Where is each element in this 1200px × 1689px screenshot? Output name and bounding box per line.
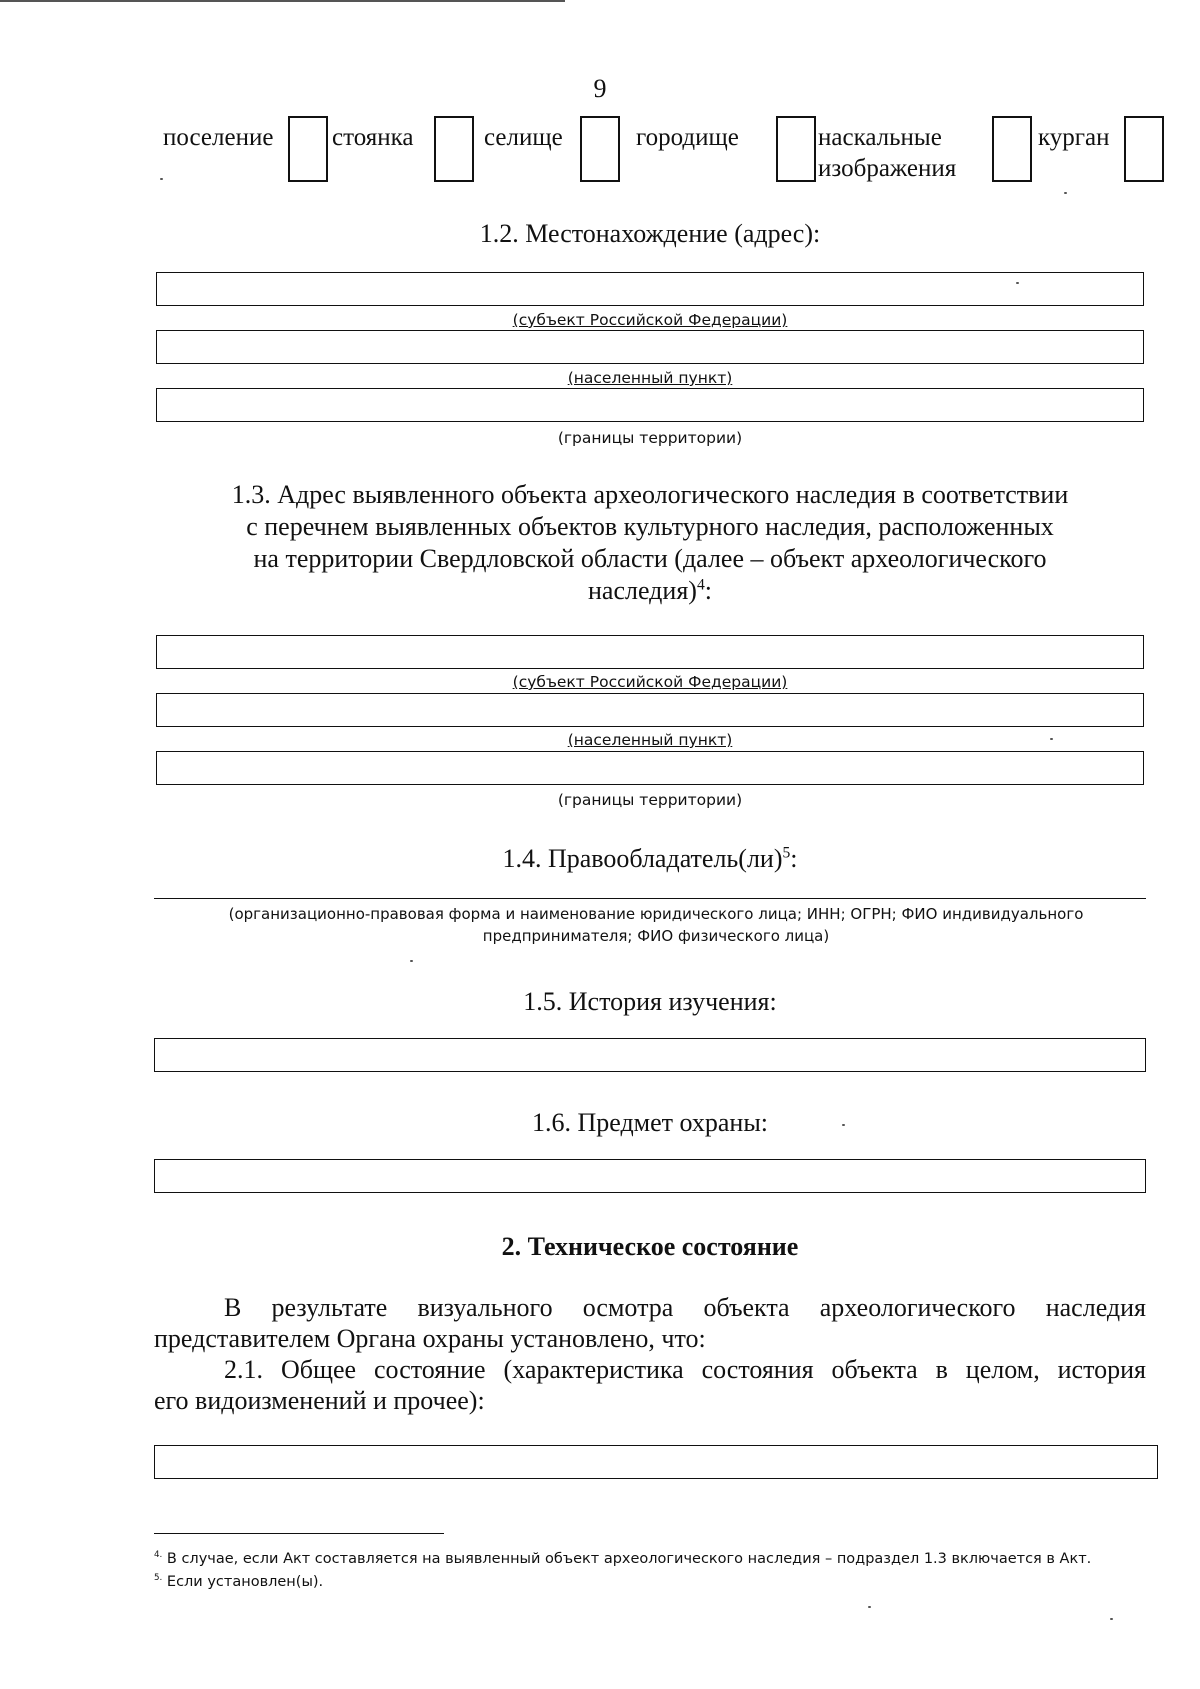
caption-identified-settlement [156, 729, 1144, 751]
section-1-3-heading-line-2: с перечнем выявленных объектов культурного наследия, расположенных [246, 512, 1054, 541]
section-1-3-heading-suffix: : [704, 576, 712, 605]
footnote-5 [154, 1571, 323, 1593]
location-settlement-field[interactable] [156, 330, 1144, 364]
caption-settlement [156, 367, 1144, 389]
caption-identified-settlement-text: (населенный пункт) [567, 731, 733, 749]
section-1-3-heading-line-4-text: наследия) [588, 576, 697, 605]
section-1-2-heading: 1.2. Местонахождение (адрес): [479, 219, 821, 248]
checkbox-village[interactable] [580, 116, 620, 182]
section-1-4-heading-suffix: : [790, 844, 798, 873]
scan-speck [1050, 738, 1053, 740]
scan-speck [1016, 282, 1019, 284]
identified-boundaries-field[interactable] [156, 751, 1144, 785]
section-1-4-heading [150, 843, 1150, 875]
checkbox-settlement[interactable] [288, 116, 328, 182]
caption-identified-subject [156, 671, 1144, 693]
scan-speck [1110, 1618, 1113, 1620]
footnote-5-mark: 5. [154, 1573, 163, 1584]
footnote-ref-4: 4 [696, 576, 705, 594]
object-type-row [0, 116, 1200, 196]
footnote-separator [154, 1533, 444, 1534]
location-subject-field[interactable] [156, 272, 1144, 306]
scan-edge-line [0, 0, 565, 2]
owner-input-line[interactable] [154, 898, 1146, 899]
type-label-hillfort: городище [636, 124, 739, 151]
section-2-heading: 2. Техническое состояние [501, 1232, 799, 1261]
type-label-rock-art: наскальные изображения [818, 124, 957, 182]
section-1-3-heading-line-4 [150, 575, 1150, 607]
caption-identified-subject-text: (субъект Российской Федерации) [512, 673, 788, 691]
caption-identified-boundaries: (границы территории) [557, 791, 743, 809]
section-1-3-heading-line-3: на территории Свердловской области (далее – объект археологического [253, 544, 1047, 573]
caption-boundaries: (границы территории) [557, 429, 743, 447]
caption-subject-federation [156, 309, 1144, 331]
owner-caption-line-1: (организационно-правовая форма и наименование юридического лица; ИНН; ОГРН; ФИО индивидуального [228, 905, 1084, 923]
section-1-5-heading: 1.5. История изучения: [523, 987, 777, 1016]
section-1-3-heading [150, 479, 1150, 607]
checkbox-rock-art[interactable] [992, 116, 1032, 182]
footnote-5-text: Если установлен(ы). [166, 1574, 324, 1590]
location-boundaries-field[interactable] [156, 388, 1144, 422]
intro-line-2: представителем Органа охраны установлено, что: [154, 1324, 706, 1353]
caption-settlement-text: (населенный пункт) [567, 369, 733, 387]
study-history-field[interactable] [154, 1038, 1146, 1072]
scan-speck [1064, 192, 1067, 194]
checkbox-hillfort[interactable] [776, 116, 816, 182]
checkbox-kurgan[interactable] [1124, 116, 1164, 182]
owner-caption [176, 903, 1136, 947]
footnote-4 [154, 1548, 1091, 1570]
identified-subject-field[interactable] [156, 635, 1144, 669]
protection-subject-field[interactable] [154, 1159, 1146, 1193]
scan-speck [842, 1124, 845, 1126]
type-label-settlement: поселение [163, 124, 274, 151]
footnote-ref-5: 5 [782, 844, 791, 862]
scan-speck [160, 178, 163, 180]
intro-line-1: В результате визуального осмотра объекта археологического наследия [224, 1293, 1146, 1322]
owner-caption-line-2: предпринимателя; ФИО физического лица) [482, 927, 830, 945]
type-label-kurgan: курган [1038, 124, 1110, 151]
checkbox-camp[interactable] [434, 116, 474, 182]
page-number: 9 [593, 74, 607, 103]
scan-speck [410, 960, 413, 962]
footnote-4-text: В случае, если Акт составляется на выявленный объект археологического наследия – подраздел 1.3 включается в Акт. [166, 1551, 1092, 1567]
section-1-4-heading-text: 1.4. Правообладатель(ли) [502, 844, 783, 873]
general-state-field[interactable] [154, 1445, 1158, 1479]
general-state-line-2: его видоизменений и прочее): [154, 1386, 485, 1415]
scan-speck [868, 1606, 871, 1608]
section-1-3-heading-line-1: 1.3. Адрес выявленного объекта археологического наследия в соответствии [231, 480, 1069, 509]
caption-subject-federation-text: (субъект Российской Федерации) [512, 311, 788, 329]
footnote-4-mark: 4. [154, 1550, 163, 1561]
identified-settlement-field[interactable] [156, 693, 1144, 727]
general-state-line-1: 2.1. Общее состояние (характеристика состояния объекта в целом, история [224, 1355, 1146, 1384]
section-1-6-heading: 1.6. Предмет охраны: [531, 1108, 769, 1137]
type-label-village: селище [484, 124, 563, 151]
type-label-camp: стоянка [332, 124, 414, 151]
section-2-intro [154, 1292, 1146, 1416]
